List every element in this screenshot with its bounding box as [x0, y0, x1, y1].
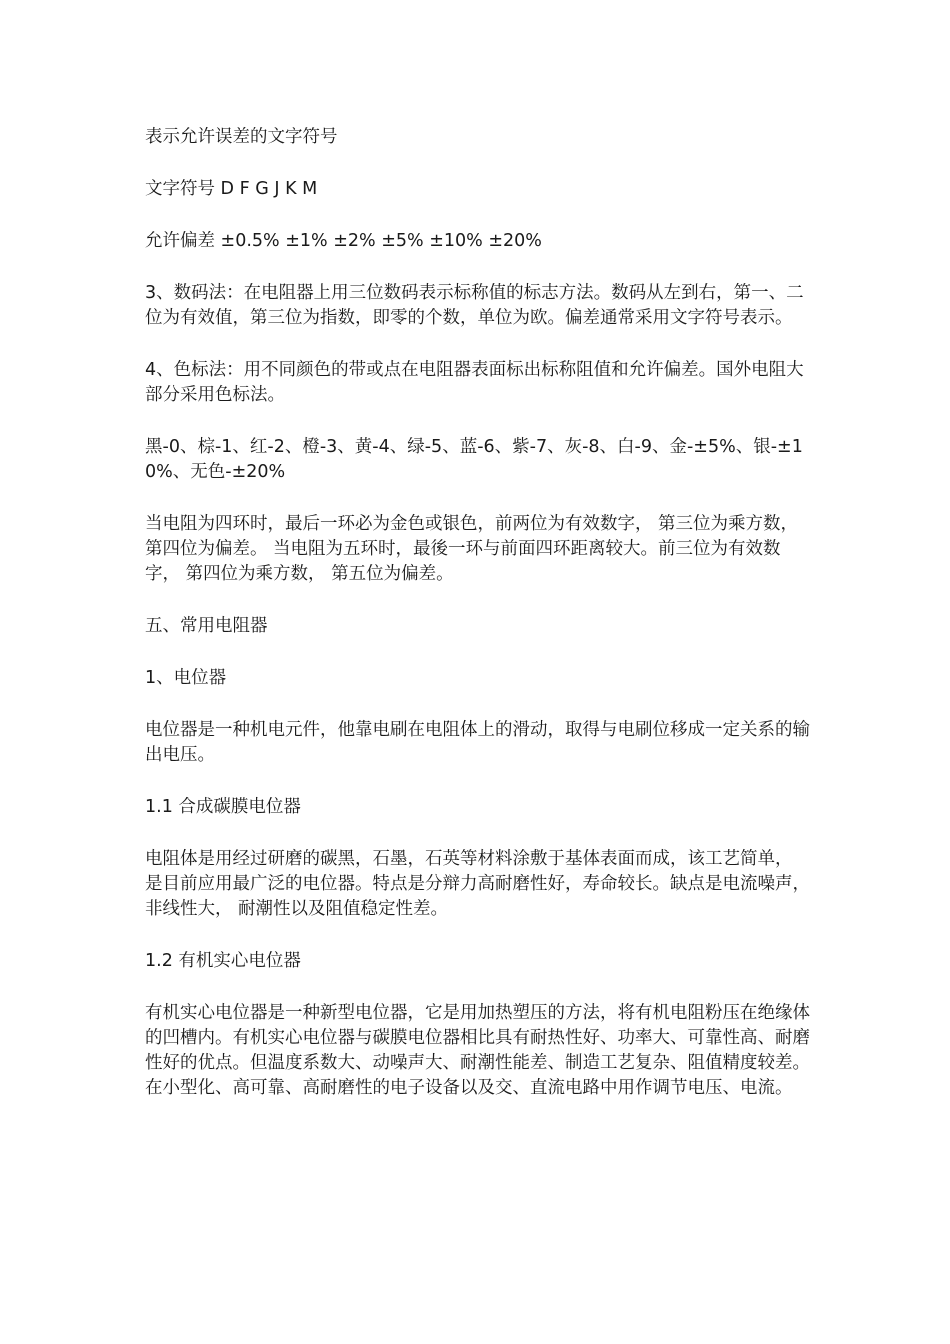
paragraph-numeric-code-method: 3、数码法：在电阻器上用三位数码表示标称值的标志方法。数码从左到右，第一、二位为有效值，第三位为指数，即零的个数，单位为欧。偏差通常采用文字符号表示。: [145, 283, 804, 328]
paragraph-tolerance-title: 表示允许误差的文字符号: [145, 127, 338, 147]
paragraph-color-code-method: 4、色标法：用不同颜色的带或点在电阻器表面标出标称阻值和允许偏差。国外电阻大部分采用色标法。: [145, 360, 804, 405]
paragraph-letter-codes: 文字符号 D F G J K M: [145, 179, 318, 199]
document-body: [145, 125, 810, 1125]
paragraph-organic-solid-description: 有机实心电位器是一种新型电位器，它是用加热塑压的方法，将有机电阻粉压在绝缘体的凹槽内。有机实心电位器与碳膜电位器相比具有耐热性好、功率大、可靠性高、耐磨性好的优点。但温度系数大、动噪声大、耐潮性能差、制造工艺复杂、阻值精度较差。在小型化、高可靠、高耐磨性的电子设备以及交、直流电路中用作调节电压、电流。: [145, 1003, 810, 1098]
paragraph-color-values: 黑-0、棕-1、红-2、橙-3、黄-4、绿-5、蓝-6、紫-7、灰-8、白-9、金-±5%、银-±10%、无色-±20%: [145, 437, 803, 482]
paragraph-ring-explanation: 当电阻为四环时，最后一环必为金色或银色，前两位为有效数字， 第三位为乘方数，第四位为偏差。 当电阻为五环时，最後一环与前面四环距离较大。前三位为有效数字， 第四位为乘方数， 第五位为偏差。: [145, 514, 799, 584]
paragraph-potentiometer-description: 电位器是一种机电元件，他靠电刷在电阻体上的滑动，取得与电刷位移成一定关系的输出电压。: [145, 720, 810, 765]
subsection-heading-potentiometer: 1、电位器: [145, 668, 227, 688]
paragraph-carbon-film-description: 电阻体是用经过研磨的碳黑，石墨，石英等材料涂敷于基体表面而成，该工艺简单， 是目前应用最广泛的电位器。特点是分辩力高耐磨性好，寿命较长。缺点是电流噪声，非线性大， 耐潮性以及阻值稳定性差。: [145, 849, 810, 919]
paragraph-tolerance-values: 允许偏差 ±0.5% ±1% ±2% ±5% ±10% ±20%: [145, 231, 542, 251]
subsection-heading-organic-solid: 1.2 有机实心电位器: [145, 951, 301, 971]
section-heading-common-resistors: 五、常用电阻器: [145, 616, 268, 636]
subsection-heading-carbon-film: 1.1 合成碳膜电位器: [145, 797, 301, 817]
